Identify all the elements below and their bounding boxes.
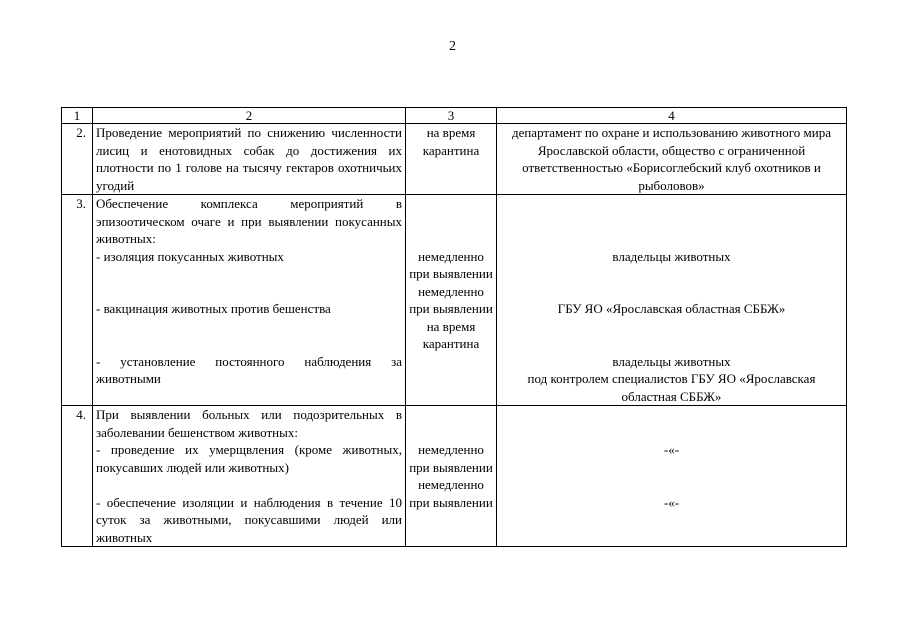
responsible-text: владельцы животных	[612, 248, 731, 264]
column-number-2: 2	[93, 108, 406, 124]
activity-item: - изоляция покусанных животных	[96, 248, 284, 264]
column-number-1: 1	[62, 108, 93, 124]
term-text: на время карантина	[422, 318, 480, 351]
activity-intro: При выявлении больных или подозрительных в заболевании бешенством животных:	[96, 407, 402, 440]
measures-table	[61, 107, 847, 547]
row-number: 4.	[62, 406, 93, 547]
term-text: на время карантина	[422, 125, 480, 158]
activity-text: Проведение мероприятий по снижению численности лисиц и енотовидных собак до достижения их плотности по 1 голове на тысячу гектаров охотничьих угодий	[96, 125, 402, 193]
activity-cell	[93, 195, 406, 406]
term-text: немедленно при выявлении	[409, 283, 493, 316]
responsible-text: -«-	[663, 442, 680, 457]
column-number-row	[62, 108, 847, 124]
activity-item: - вакцинация животных против бешенства	[96, 301, 331, 316]
term-cell	[406, 124, 497, 195]
responsible-cell	[497, 406, 847, 547]
column-number-4: 4	[497, 108, 847, 124]
row-number: 2.	[62, 124, 93, 195]
responsible-text: ГБУ ЯО «Ярославская областная СББЖ»	[557, 301, 786, 316]
term-text: немедленно при выявлении	[409, 477, 493, 510]
table-row	[62, 406, 847, 547]
term-text: немедленно при выявлении	[409, 442, 493, 475]
responsible-text: департамент по охране и использованию животного мира Ярославской области, общество с ограниченной ответственностью «Борисоглебский клуб охотников и рыболовов»	[511, 125, 832, 193]
row-number: 3.	[62, 195, 93, 406]
activity-cell	[93, 124, 406, 195]
page-number: 2	[449, 39, 456, 54]
term-cell	[406, 195, 497, 406]
responsible-text: под контролем специалистов ГБУ ЯО «Ярославская областная СББЖ»	[527, 371, 816, 404]
term-cell	[406, 406, 497, 547]
table-row	[62, 195, 847, 406]
column-number-3: 3	[406, 108, 497, 124]
table-row	[62, 124, 847, 195]
responsible-cell	[497, 195, 847, 406]
responsible-text: владельцы животных	[612, 353, 731, 369]
responsible-cell	[497, 124, 847, 195]
activity-intro: Обеспечение комплекса мероприятий в эпизоотическом очаге и при выявлении покусанных животных:	[96, 196, 402, 246]
activity-item: - проведение их умерщвления (кроме животных, покусавших людей или животных)	[96, 442, 402, 475]
term-text: немедленно при выявлении	[409, 248, 493, 281]
activity-item: - установление постоянного наблюдения за животными	[96, 353, 402, 386]
activity-cell	[93, 406, 406, 547]
responsible-text: -«-	[663, 494, 680, 510]
activity-item: - обеспечение изоляции и наблюдения в течение 10 суток за животными, покусавшими людей или животных	[96, 494, 402, 545]
